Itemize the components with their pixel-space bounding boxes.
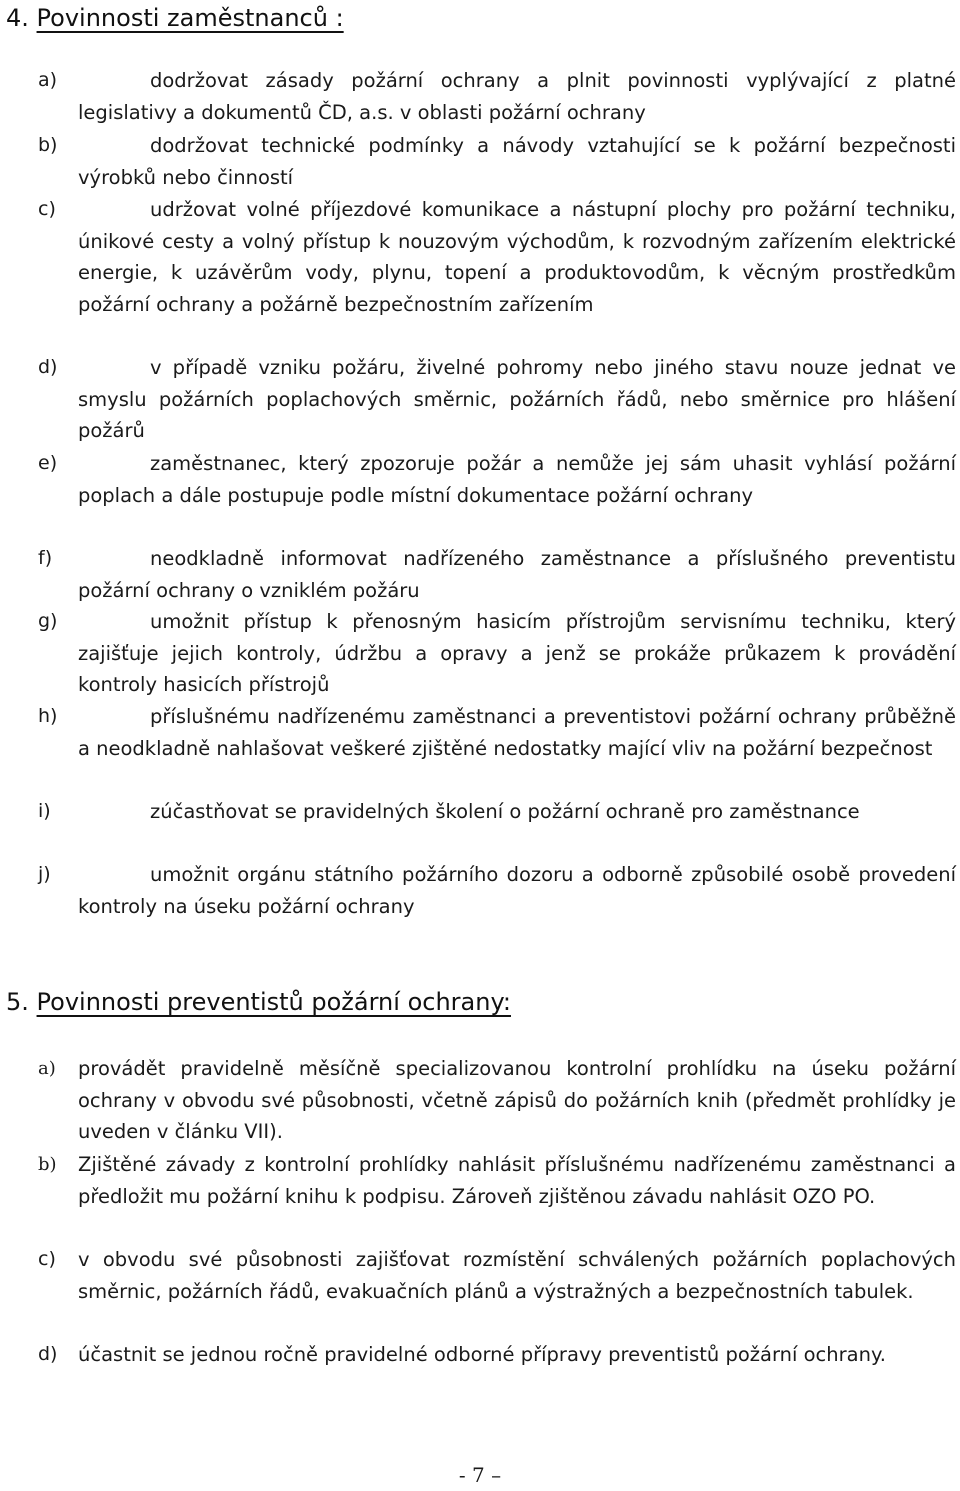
list-item-content: udržovat volné příjezdové komunikace a nástupní plochy pro požární techniku, únikové cesty a volný přístup k nouzovým východům, k rozvodným zařízením elektrické energie, k uzávěrům vody, plynu, topení a produktovodům, k věcným prostředkům požární ochrany a požárně bezpečnostním zařízením bbox=[78, 198, 956, 316]
list-item-content: neodkladně informovat nadřízeného zaměstnance a příslušného preventistu požární ochrany o vzniklém požáru bbox=[78, 547, 956, 602]
list-item-text bbox=[78, 1053, 956, 1148]
list-item-content: provádět pravidelně měsíčně specializovanou kontrolní prohlídku na úseku požární ochrany v obvodu své působnosti, včetně zápisů do požárních knih (předmět prohlídky je uveden v článku VII). bbox=[78, 1057, 956, 1143]
list-item-text bbox=[78, 1149, 956, 1212]
list-marker: c) bbox=[38, 198, 56, 220]
list-marker: c) bbox=[38, 1248, 56, 1270]
list-item-content: v případě vzniku požáru, živelné pohromy nebo jiného stavu nouze jednat ve smyslu požárních poplachových směrnic, požárních řádů, nebo směrnice pro hlášení požárů bbox=[78, 356, 956, 442]
list-item-content: umožnit přístup k přenosným hasicím přístrojům servisnímu techniku, který zajišťuje jejich kontroly, údržbu a opravy a jenž se prokáže průkazem k provádění kontroly hasicích přístrojů bbox=[78, 610, 956, 696]
list-marker: i) bbox=[38, 800, 51, 822]
list-item-text bbox=[78, 448, 956, 511]
list-marker: d) bbox=[38, 356, 58, 378]
list-item-content: účastnit se jednou ročně pravidelné odborné přípravy preventistů požární ochrany. bbox=[78, 1343, 886, 1366]
list-item-text bbox=[78, 543, 956, 606]
list-item-text bbox=[78, 194, 956, 320]
list-item-text bbox=[78, 1244, 956, 1307]
list-item-content: zúčastňovat se pravidelných školení o požární ochraně pro zaměstnance bbox=[150, 800, 860, 823]
page-number: - 7 – bbox=[458, 1463, 502, 1487]
list-item-content: dodržovat zásady požární ochrany a plnit povinnosti vyplývající z platné legislativy a dokumentů ČD, a.s. v oblasti požární ochrany bbox=[78, 69, 956, 124]
list-marker: b) bbox=[38, 134, 58, 156]
section-5-heading bbox=[6, 987, 511, 1017]
list-marker: f) bbox=[38, 547, 53, 569]
list-item-text bbox=[78, 796, 956, 828]
list-item-text bbox=[78, 130, 956, 193]
list-item-content: umožnit orgánu státního požárního dozoru a odborně způsobilé osobě provedení kontroly na úseku požární ochrany bbox=[78, 863, 956, 918]
list-item-content: zaměstnanec, který zpozoruje požár a nemůže jej sám uhasit vyhlásí požární poplach a dále postupuje podle místní dokumentace požární ochrany bbox=[78, 452, 956, 507]
list-item-content: dodržovat technické podmínky a návody vztahující se k požární bezpečnosti výrobků nebo činností bbox=[78, 134, 956, 189]
list-marker: e) bbox=[38, 452, 58, 474]
list-marker: g) bbox=[38, 610, 58, 632]
list-marker: j) bbox=[38, 863, 51, 885]
section-4-title: Povinnosti zaměstnanců : bbox=[36, 4, 344, 32]
list-item-text bbox=[78, 1339, 956, 1371]
list-item-text bbox=[78, 65, 956, 128]
list-item-text bbox=[78, 606, 956, 701]
list-item-content: v obvodu své působnosti zajišťovat rozmístění schválených požárních poplachových směrnic, požárních řádů, evakuačních plánů a výstražných a bezpečnostních tabulek. bbox=[78, 1248, 956, 1303]
list-item-text bbox=[78, 701, 956, 764]
list-marker: h) bbox=[38, 705, 58, 727]
section-5-number: 5. bbox=[6, 988, 29, 1016]
list-item-content: příslušnému nadřízenému zaměstnanci a preventistovi požární ochrany průběžně a neodkladně nahlašovat veškeré zjištěné nedostatky mající vliv na požární bezpečnost bbox=[78, 705, 956, 760]
list-marker: d) bbox=[38, 1343, 58, 1365]
list-item-text bbox=[78, 352, 956, 447]
section-4-heading bbox=[6, 3, 344, 33]
section-4-number: 4. bbox=[6, 4, 29, 32]
list-marker: a) bbox=[38, 69, 58, 91]
list-marker: a) bbox=[38, 1058, 56, 1079]
list-marker: b) bbox=[38, 1154, 57, 1175]
list-item-text bbox=[78, 859, 956, 922]
section-5-title: Povinnosti preventistů požární ochrany: bbox=[36, 988, 511, 1016]
list-item-content: Zjištěné závady z kontrolní prohlídky nahlásit příslušnému nadřízenému zaměstnanci a předložit mu požární knihu k podpisu. Zároveň zjištěnou závadu nahlásit OZO PO. bbox=[78, 1153, 956, 1208]
